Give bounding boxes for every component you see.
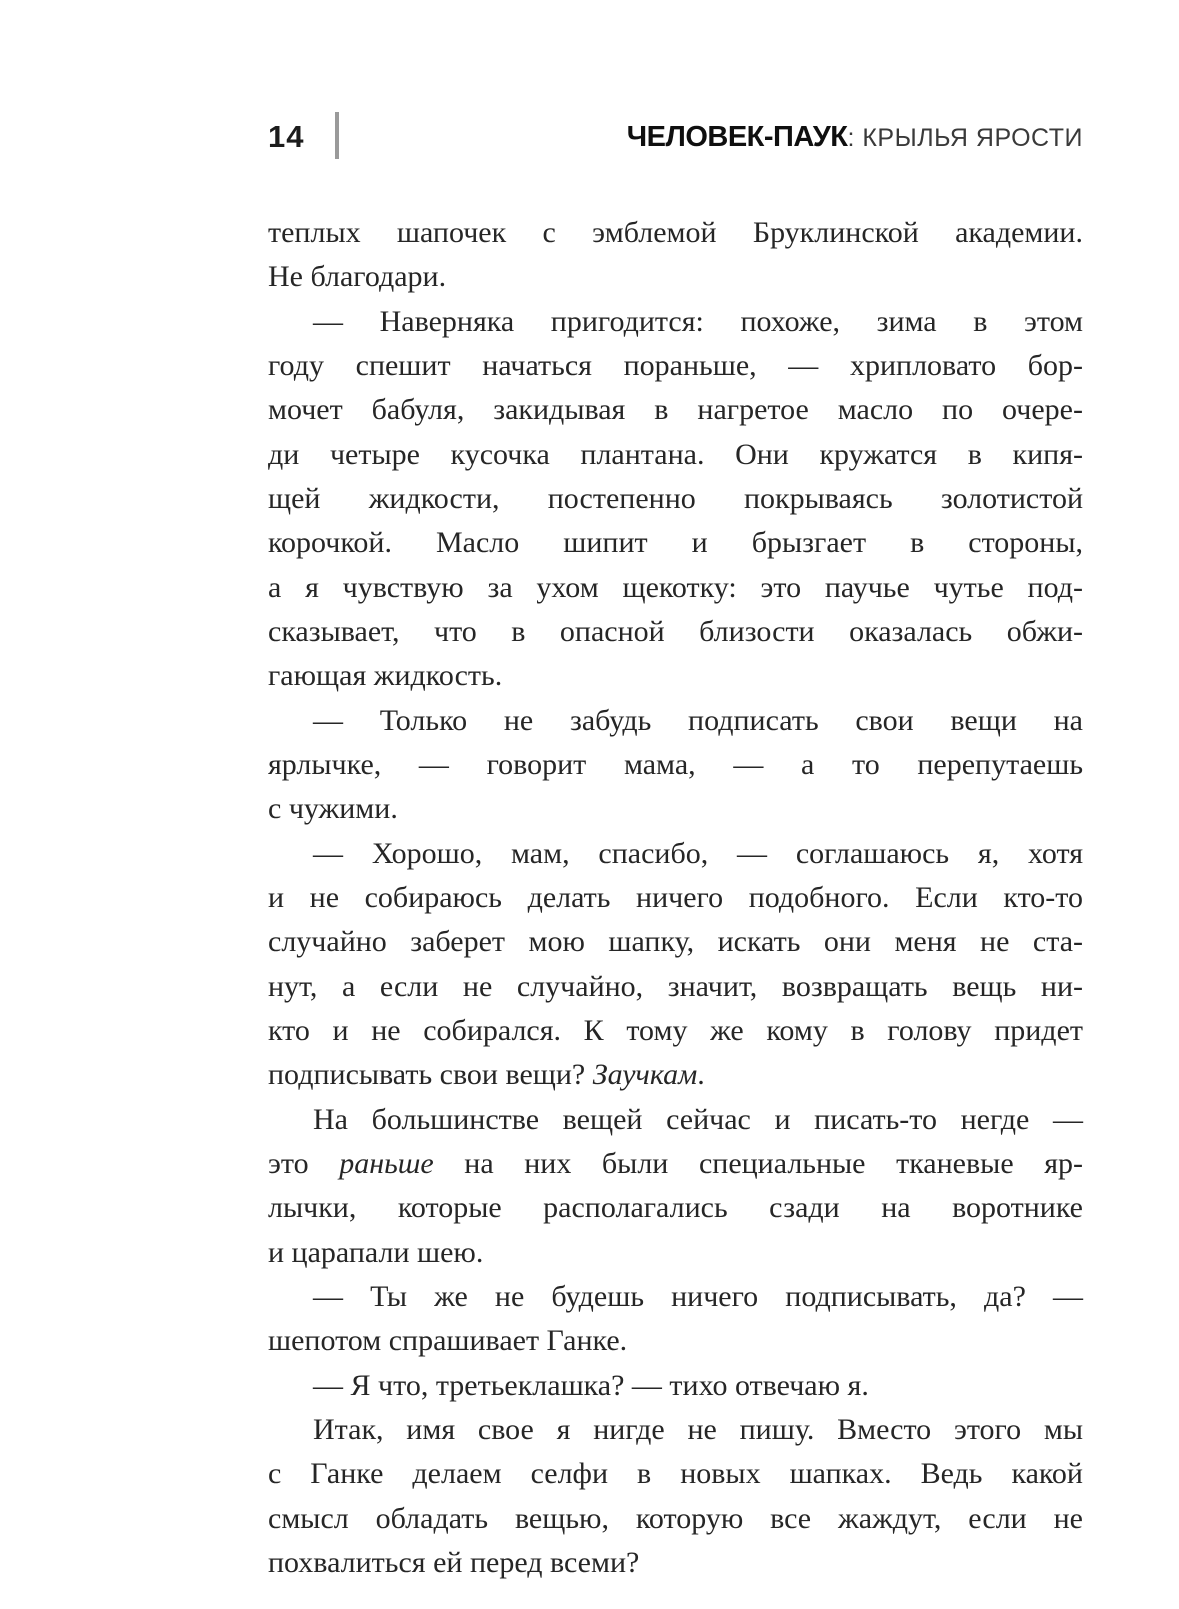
text-line: — Ты же не будешь ничего подписывать, да? —	[313, 1279, 1083, 1313]
text-line: это раньше на них были специальные тканевые яр-	[268, 1146, 1084, 1180]
text-line: году спешит начаться пораньше, — хрипловато бор-	[268, 348, 1083, 382]
text-line: ярлычке, — говорит мама, — а то перепутаешь	[268, 747, 1083, 781]
text-line: кто и не собирался. К тому же кому в голову придет	[268, 1013, 1083, 1047]
paragraph	[268, 1408, 1083, 1585]
text-line: и не собираюсь делать ничего подобного. Если кто-то	[268, 880, 1083, 914]
text-line: ди четыре кусочка плантана. Они кружатся в кипя-	[268, 437, 1083, 471]
text-line: — Наверняка пригодится: похоже, зима в этом	[313, 304, 1083, 338]
paragraph	[268, 1098, 1083, 1275]
text-line: случайно заберет мою шапку, искать они меня не ста-	[268, 925, 1083, 959]
book-title-main: ЧЕЛОВЕК-ПАУК	[626, 121, 848, 153]
text-line: с чужими.	[268, 792, 398, 826]
paragraph	[268, 1275, 1083, 1364]
text-line: мочет бабуля, закидывая в нагретое масло по очере-	[268, 393, 1083, 427]
text-line: сказывает, что в опасной близости оказалась обжи-	[268, 614, 1083, 648]
paragraph	[268, 1364, 1083, 1408]
page-body	[268, 211, 1083, 1585]
text-line: — Только не забудь подписать свои вещи на	[313, 703, 1083, 737]
paragraph	[268, 832, 1083, 1098]
text-line: с Ганке делаем селфи в новых шапках. Ведь какой	[268, 1457, 1083, 1491]
text-line: корочкой. Масло шипит и брызгает в стороны,	[268, 526, 1083, 560]
text-line: похвалиться ей перед всеми?	[268, 1545, 640, 1579]
text-line: Не благодари.	[268, 260, 447, 294]
paragraph	[268, 699, 1083, 832]
text-line: смысл обладать вещью, которую все жаждут, если не	[268, 1501, 1083, 1535]
text-line: теплых шапочек с эмблемой Бруклинской академии.	[268, 216, 1083, 249]
text-line: На большинстве вещей сейчас и писать-то негде —	[313, 1102, 1083, 1136]
text-line: — Хорошо, мам, спасибо, — соглашаюсь я, хотя	[313, 836, 1083, 870]
page-number: 14	[268, 119, 305, 154]
text-line: шепотом спрашивает Ганке.	[268, 1324, 628, 1358]
paragraph	[268, 211, 1083, 300]
header-divider-bar	[335, 112, 339, 159]
text-line: щей жидкости, постепенно покрываясь золотистой	[268, 481, 1083, 515]
text-line: а я чувствую за ухом щекотку: это паучье чутье под-	[268, 570, 1083, 604]
book-title-subtitle: : КРЫЛЬЯ ЯРОСТИ	[847, 124, 1083, 152]
text-line: подписывать свои вещи? Заучкам.	[268, 1058, 705, 1092]
text-line: нут, а если не случайно, значит, возвращать вещь ни-	[268, 969, 1083, 1003]
text-line: лычки, которые располагались сзади на воротнике	[268, 1191, 1083, 1225]
paragraph	[268, 300, 1083, 699]
text-line: — Я что, третьеклашка? — тихо отвечаю я.	[313, 1368, 869, 1402]
text-line: и царапали шею.	[268, 1235, 484, 1269]
running-header	[268, 110, 1083, 162]
book-title	[627, 120, 1083, 159]
text-line: гающая жидкость.	[268, 659, 503, 693]
text-line: Итак, имя свое я нигде не пишу. Вместо этого мы	[313, 1412, 1083, 1446]
